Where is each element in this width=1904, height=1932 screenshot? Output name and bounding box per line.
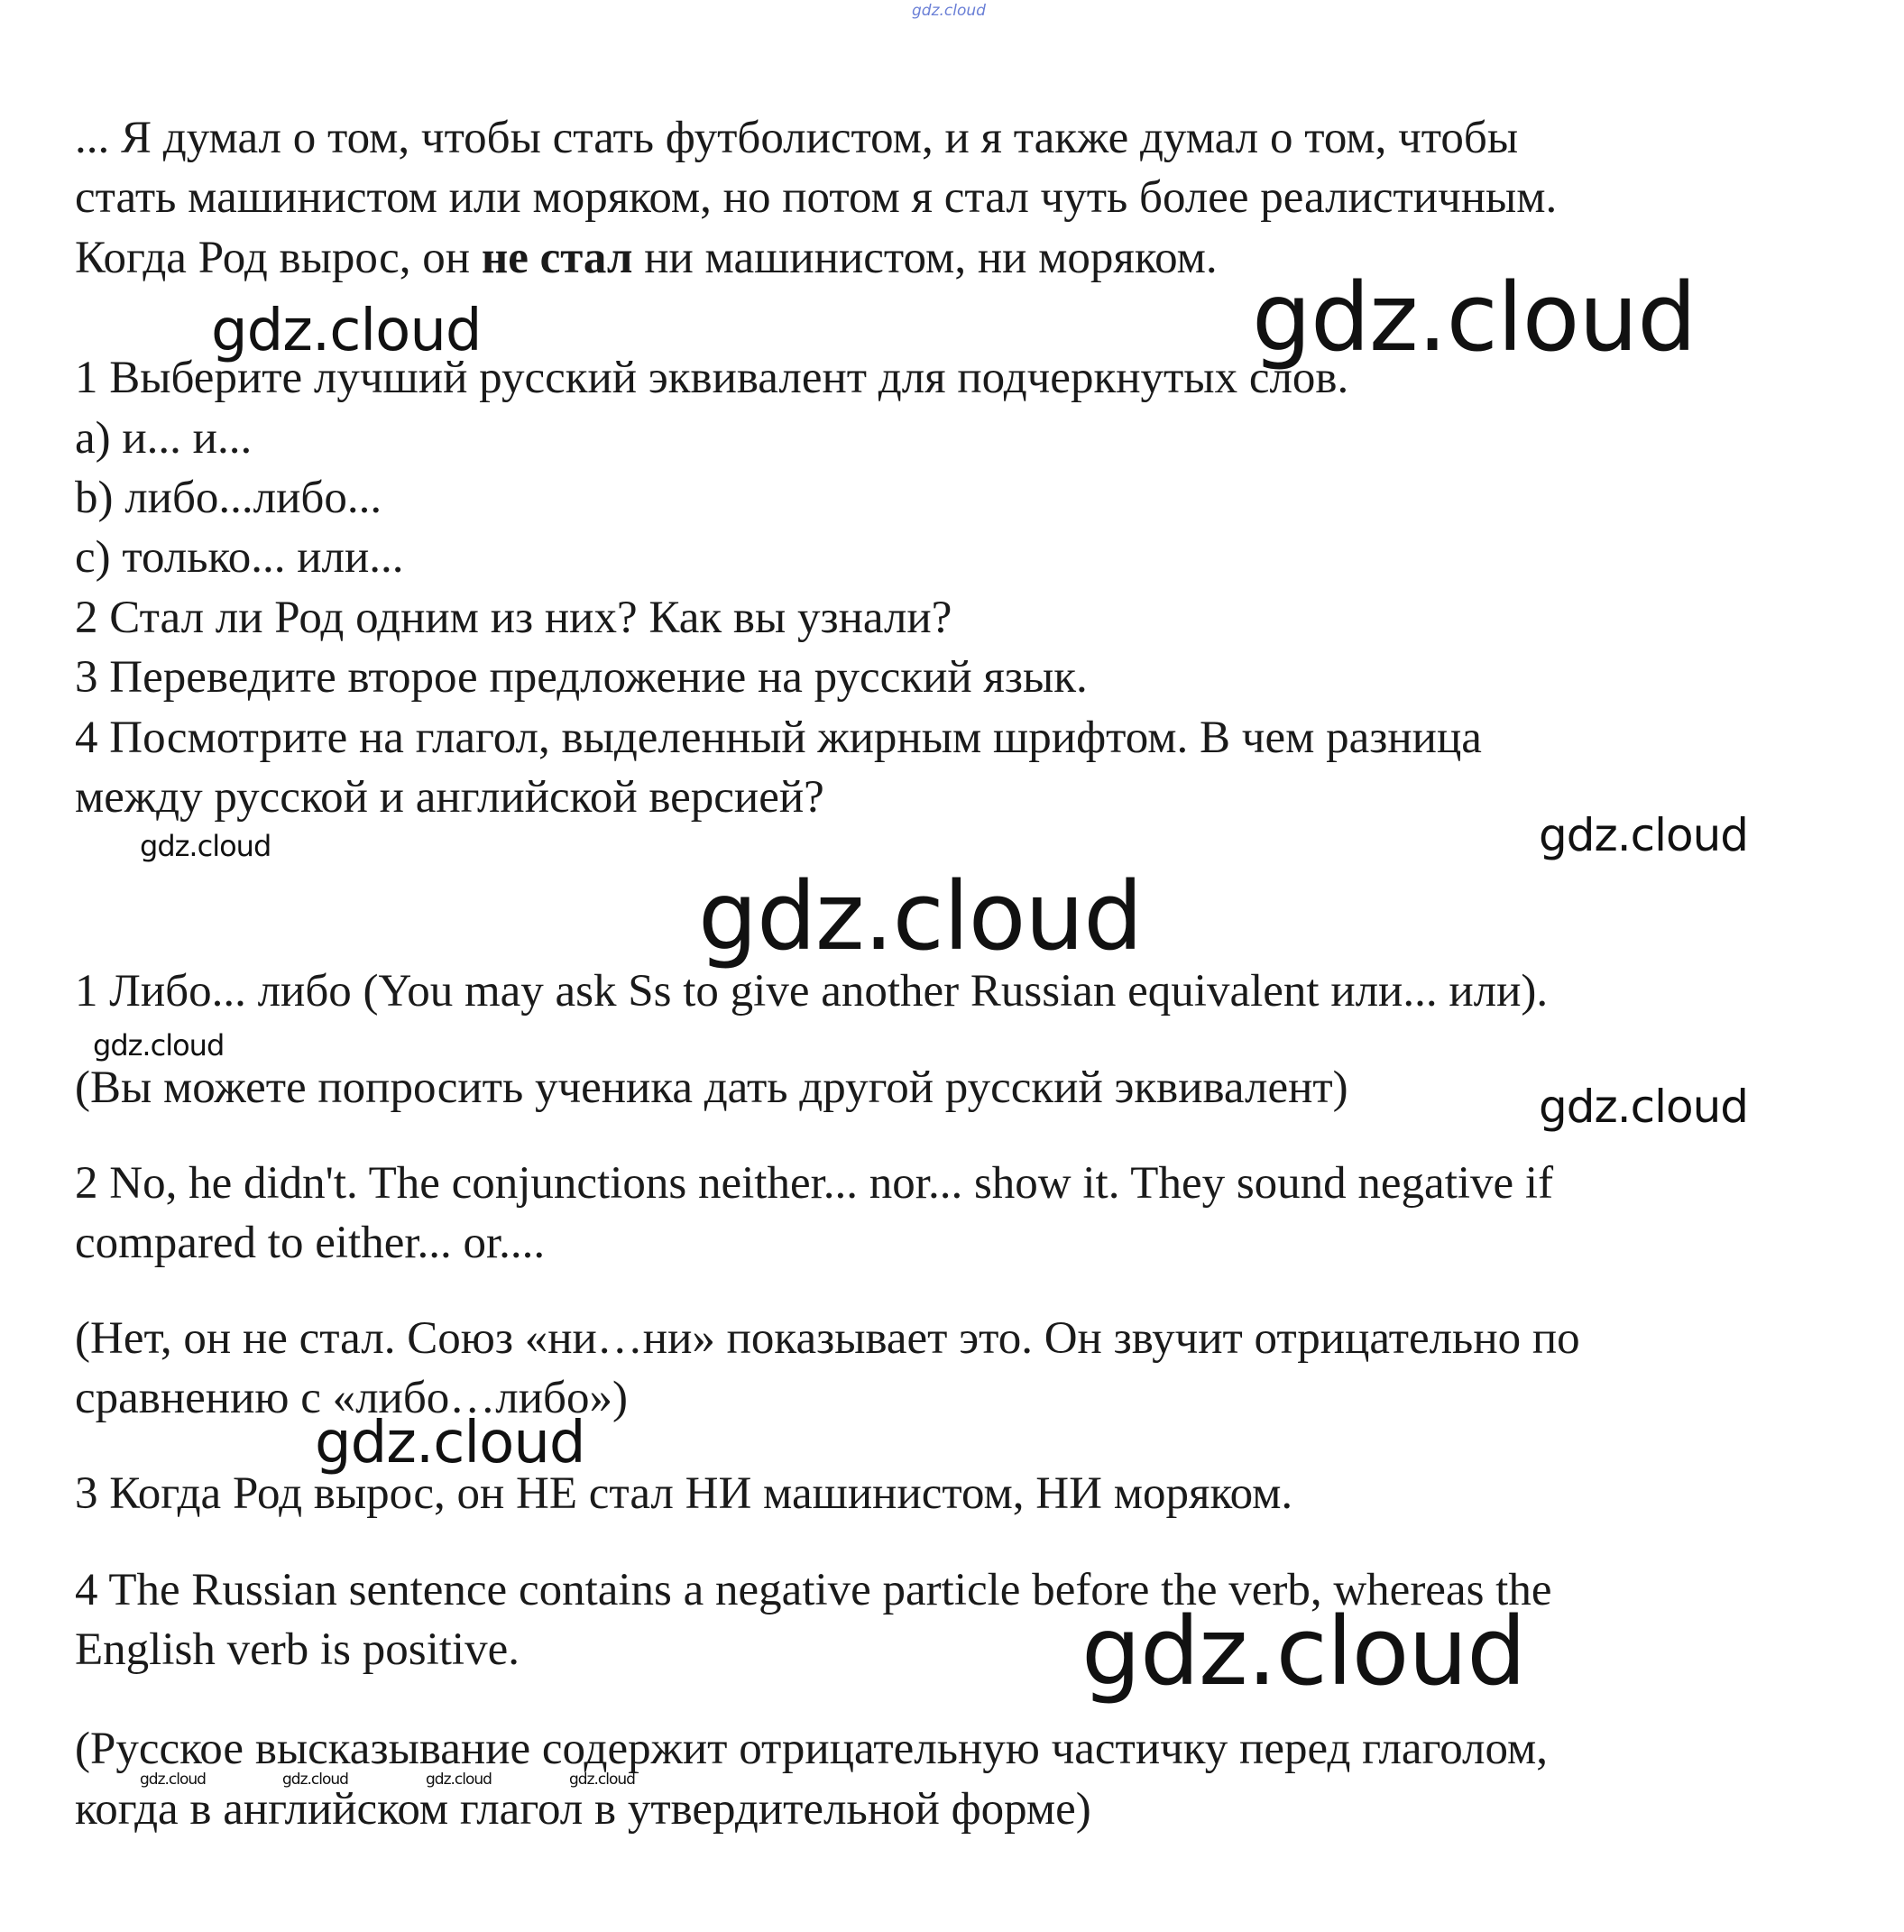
- answer-2-line-2: compared to either... or....: [75, 1218, 546, 1268]
- watermark: gdz.cloud: [140, 829, 271, 863]
- intro-line-3-after: ни машинистом, ни моряком.: [632, 233, 1218, 283]
- header-watermark: gdz.cloud: [912, 2, 986, 20]
- answer-2-ru-line-1: (Нет, он не стал. Союз «ни…ни» показывает это. Он звучит отрицательно по: [75, 1313, 1580, 1364]
- question-1: 1 Выберите лучший русский эквивалент для подчеркнутых слов.: [75, 353, 1349, 403]
- watermark: gdz.cloud: [211, 298, 482, 364]
- answer-4-ru-line-1: (Русское высказывание содержит отрицательную частичку перед глаголом,: [75, 1724, 1549, 1774]
- intro-line-3: [75, 228, 1218, 288]
- watermark: gdz.cloud: [140, 1771, 206, 1789]
- watermark: gdz.cloud: [698, 861, 1143, 971]
- watermark: gdz.cloud: [1252, 262, 1697, 373]
- watermark: gdz.cloud: [93, 1028, 225, 1063]
- question-4-line-1: 4 Посмотрите на глагол, выделенный жирным шрифтом. В чем разница: [75, 713, 1482, 763]
- question-3: 3 Переведите второе предложение на русский язык.: [75, 652, 1088, 703]
- answer-2-ru-line-2: сравнению с «либо…либо»): [75, 1373, 628, 1423]
- watermark: gdz.cloud: [1539, 1081, 1749, 1133]
- answer-1-line-1: 1 Либо... либо (You may ask Ss to give another Russian equivalent или... или).: [75, 966, 1549, 1017]
- answer-4-line-1: 4 The Russian sentence contains a negative particle before the verb, whereas the: [75, 1565, 1552, 1615]
- question-4-line-2: между русской и английской версией?: [75, 772, 824, 823]
- answer-1-line-2: (Вы можете попросить ученика дать другой русский эквивалент): [75, 1063, 1348, 1113]
- watermark: gdz.cloud: [1539, 809, 1749, 861]
- watermark: gdz.cloud: [569, 1771, 635, 1789]
- watermark: gdz.cloud: [315, 1410, 585, 1477]
- intro-line-3-before: Когда Род вырос, он: [75, 233, 482, 283]
- answer-2-line-1: 2 No, he didn't. The conjunctions neither... nor... show it. They sound negative if: [75, 1158, 1554, 1209]
- answer-4-line-2: English verb is positive.: [75, 1624, 520, 1675]
- watermark: gdz.cloud: [1081, 1596, 1526, 1707]
- question-2: 2 Стал ли Род одним из них? Как вы узнали?: [75, 593, 952, 643]
- question-1-option-a: a) и... и...: [75, 413, 253, 464]
- answer-3: 3 Когда Род вырос, он НЕ стал НИ машинистом, НИ моряком.: [75, 1468, 1293, 1519]
- watermark: gdz.cloud: [426, 1771, 492, 1789]
- watermark: gdz.cloud: [282, 1771, 348, 1789]
- answer-4-ru-line-2: когда в английском глагол в утвердительной форме): [75, 1784, 1091, 1835]
- intro-line-1: ... Я думал о том, чтобы стать футболистом, и я также думал о том, чтобы: [75, 113, 1519, 163]
- intro-line-2: стать машинистом или моряком, но потом я стал чуть более реалистичным.: [75, 172, 1558, 223]
- question-1-option-c: c) только... или...: [75, 532, 404, 583]
- question-1-option-b: b) либо...либо...: [75, 473, 382, 523]
- intro-bold-verb: не стал: [481, 233, 633, 283]
